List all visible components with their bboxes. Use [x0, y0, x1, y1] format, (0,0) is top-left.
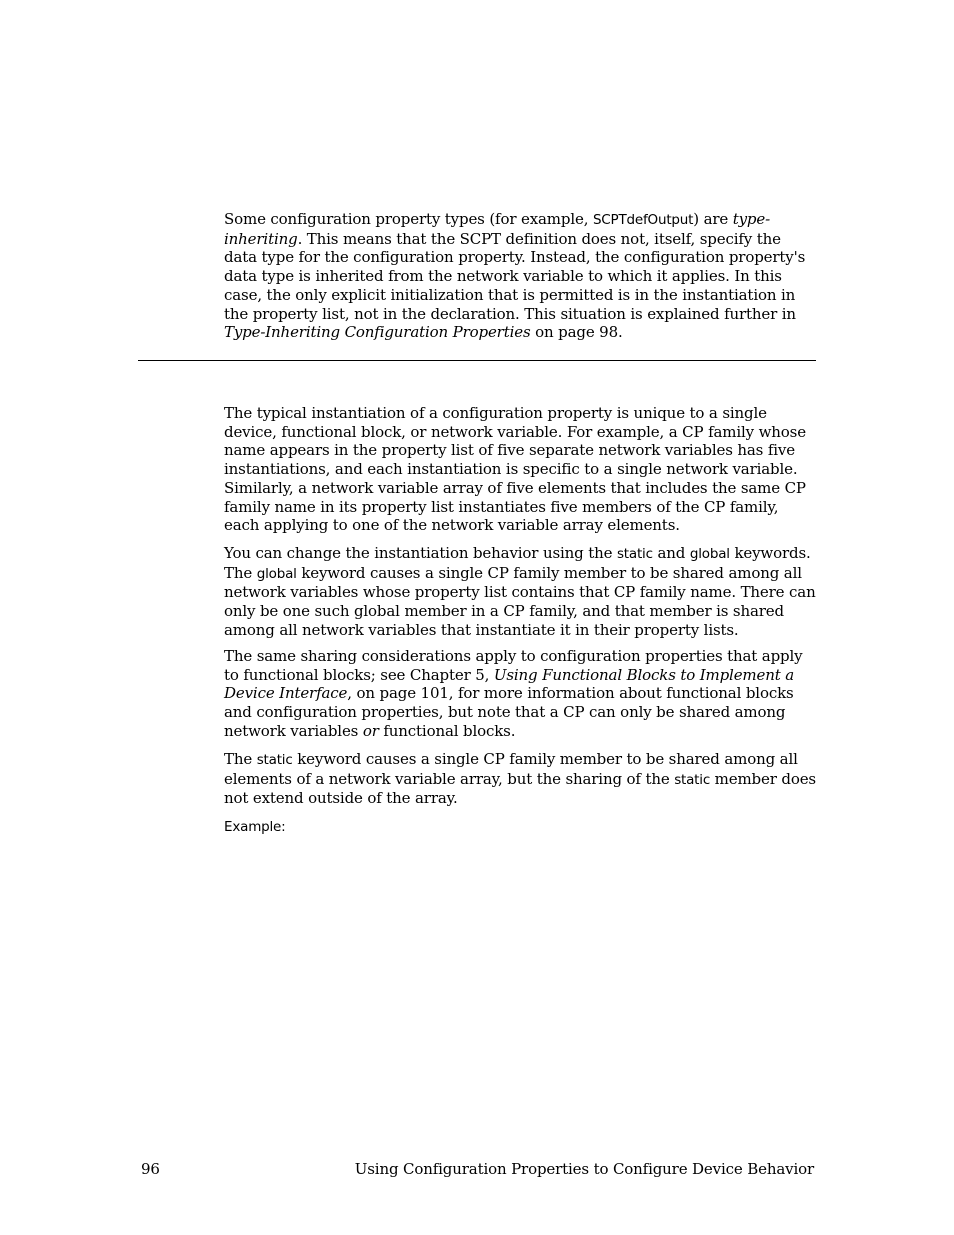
keyword-static: static — [256, 752, 293, 768]
text-run: The — [224, 750, 257, 768]
text-run: functional blocks. — [378, 721, 516, 740]
running-footer-title: Using Configuration Properties to Configure Device Behavior — [354, 1160, 814, 1178]
paragraph-static — [224, 750, 816, 808]
paragraph-text — [224, 750, 816, 808]
paragraph-type-inheriting — [224, 210, 816, 342]
paragraph-text — [224, 647, 816, 741]
page-number: 96 — [141, 1160, 160, 1178]
chapter-title: Using Functional Blocks to Implement a Device Interface — [224, 665, 795, 703]
keyword-scptdefoutput: SCPTdefOutput — [592, 212, 694, 228]
text-run: The same sharing considerations apply to configuration properties that apply to functional blocks; see Chapter 5, — [224, 647, 803, 684]
text-run: Some configuration property types (for example, — [224, 210, 593, 228]
text-run: , on page 101, for more information about functional blocks and configuration properties, but note that a CP can only be shared among network variables — [224, 684, 794, 740]
section-divider — [138, 360, 816, 361]
keyword-global: global — [256, 565, 297, 582]
paragraph-keywords — [224, 544, 816, 640]
keyword-global: global — [689, 546, 730, 562]
keyword-static: static — [616, 546, 653, 562]
text-run: ) are — [693, 210, 733, 228]
text-run: on page 98. — [530, 323, 623, 342]
text-run: member does not extend outside of the array. — [224, 769, 816, 808]
paragraph-text — [224, 544, 816, 640]
text-run: keyword causes a single CP family member to be shared among all elements of a network variable array, but the sharing of the — [224, 750, 798, 788]
paragraph-instantiation — [224, 404, 816, 535]
cross-reference-title: Type-Inheriting Configuration Properties — [224, 323, 531, 342]
paragraph-sharing — [224, 647, 816, 741]
text-run: keyword causes a single CP family member to be shared among all network variables whose property list contains that CP family name. There can only be one such global member in a CP family, and that member is shared among all network variables that instantiate it in their property lists. — [224, 563, 816, 639]
emphasis-or: or — [362, 721, 379, 740]
example-heading: Example: — [224, 819, 286, 835]
text-run: . This means that the SCPT definition does not, itself, specify the data type for the configuration property. Instead, the configuration property's data type is inherited from the network variable to which it applies. In this case, the only explicit initialization that is permitted is in the instantiation in the property list, not in the declaration. This situation is explained further in — [224, 229, 806, 323]
paragraph-text: The typical instantiation of a configuration property is unique to a single device, functional block, or network variable. For example, a CP family whose name appears in the property list of five separate network variables has five instantiations, and each instantiation is specific to a single network variable. Similarly, a network variable array of five elements that includes the same CP family name in its property list instantiates five members of the CP family, each applying to one of the network variable array elements. — [224, 404, 806, 535]
text-run: and — [652, 544, 690, 562]
paragraph-text — [224, 210, 816, 342]
text-run: keywords. The — [224, 544, 811, 582]
keyword-static: static — [674, 771, 711, 788]
text-run: You can change the instantiation behavior using the — [224, 544, 617, 562]
term-type-inheriting: type-inheriting — [224, 210, 771, 248]
